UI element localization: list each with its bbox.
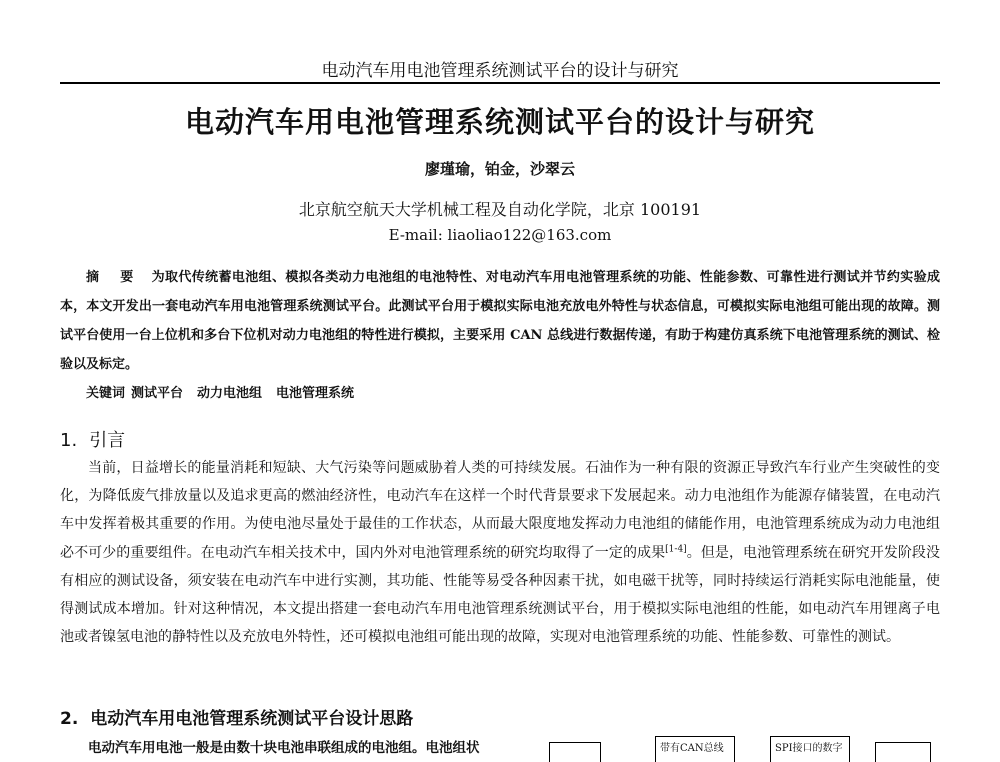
system-diagram [545,736,940,760]
email: E-mail: liaoliao122@163.com [388,226,612,244]
section-1-title: 引言 [89,430,126,451]
keyword: 测试平台 [131,386,184,401]
section-2-title: 电动汽车用电池管理系统测试平台设计思路 [90,709,414,729]
affiliation: 北京航空航天大学机械工程及自动化学院，北京 100191 [298,200,702,219]
citation: [1-4] [665,543,687,554]
diagram-box-can: 带有CAN总线 [655,736,735,762]
diagram-box-empty-left [549,742,601,762]
running-header: 电动汽车用电池管理系统测试平台的设计与研究 [321,61,679,81]
intro-text-part-1: 当前，日益增长的能量消耗和短缺、大气污染等问题威胁着人类的可持续发展。石油作为一种有限的资源正导致汽车行业产生突破性的变化，为降低废气排放量以及追求更高的燃油经济性，电动汽车在这样一个时代背景要求下发展起来。动力电池组作为能源存储装置，在电动汽车中发挥着极其重要的作用。为使电池尽量处于最佳的工作状态，从而最大限度地发挥动力电池组的储能作用，电池管理系统成为动力电池组必不可少的重要组件。在电动汽车相关技术中，国内外对电池管理系统的研究均取得了一定的成果 [60,460,940,561]
abstract-label: 摘 要 [86,270,142,285]
header-rule [60,82,940,84]
diagram-box-empty-right [875,742,931,762]
section-2-paragraph: 电动汽车用电池一般是由数十块电池串联组成的电池组。电池组状 [88,740,480,756]
paper-title: 电动汽车用电池管理系统测试平台的设计与研究 [184,105,815,139]
keywords-label: 关键词 [86,386,126,401]
intro-text-part-2: 。但是，电池管理系统在研究开发阶段没有相应的测试设备，须安装在电动汽车中进行实测，其功能、性能等易受各种因素干扰，如电磁干扰等，同时持续运行消耗实际电池能量，使得测试成本增加。针对这种情况，本文提出搭建一套电动汽车用电池管理系统测试平台，用于模拟实际电池组的性能，如电动汽车用锂离子电池或者镍氢电池的静特性以及充放电外特性，还可模拟电池组可能出现的故障，实现对电池管理系统的功能、性能参数、可靠性的测试。 [60,544,941,646]
diagram-box-spi: SPI接口的数字 [770,736,850,762]
abstract-text: 为取代传统蓄电池组、模拟各类动力电池组的电池特性、对电动汽车用电池管理系统的功能、性能参数、可靠性进行测试并节约实验成本，本文开发出一套电动汽车用电池管理系统测试平台。此测试平台用于模拟实际电池充放电外特性与状态信息，可模拟实际电池组可能出现的故障。测试平台使用一台上位机和多台下位机对动力电池组的特性进行模拟，主要采用 CAN 总线进行数据传递，有助于构建仿真系统下电池管理系统的测试、检验以及标定。 [60,270,940,372]
section-1-heading [60,426,125,452]
section-1-number: 1. [60,430,78,451]
section-2-heading [60,704,413,729]
intro-paragraph [60,454,940,651]
keyword: 动力电池组 [197,386,263,401]
section-2-number: 2. [60,709,79,729]
abstract [60,263,940,379]
keyword: 电池管理系统 [276,386,355,401]
keywords [60,382,940,401]
authors: 廖瑾瑜，铂金，沙翠云 [424,160,575,178]
